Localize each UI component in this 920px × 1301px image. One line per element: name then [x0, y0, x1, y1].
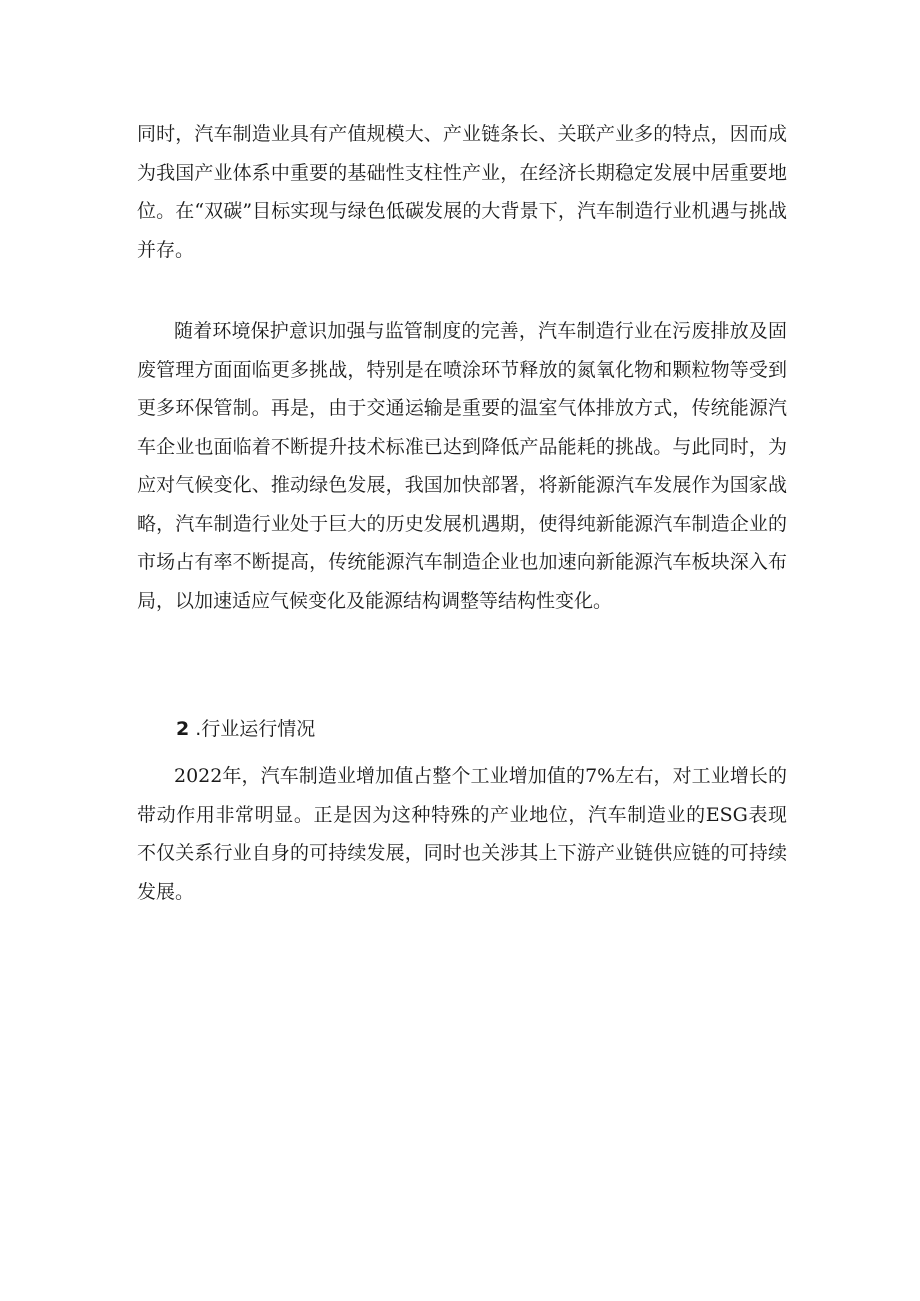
paragraph-industry-operation: 2022年，汽车制造业增加值占整个工业增加值的7%左右，对工业增长的带动作用非常明显。正是因为这种特殊的产业地位，汽车制造业的ESG表现不仅关系行业自身的可持续发展，同时也关涉其上下游产业链供应链的可持续发展。 [137, 765, 787, 903]
section-number: 2 [176, 718, 190, 740]
paragraph-challenges-opportunities: 随着环境保护意识加强与监管制度的完善，汽车制造行业在污废排放及固废管理方面面临更多挑战，特别是在喷涂环节释放的氮氧化物和颗粒物等受到更多环保管制。再是，由于交通运输是重要的温室气体排放方式，传统能源汽车企业也面临着不断提升技术标准已达到降低产品能耗的挑战。与此同时，为应对气候变化、推动绿色发展，我国加快部署，将新能源汽车发展作为国家战略，汽车制造行业处于巨大的历史发展机遇期，使得纯新能源汽车制造企业的市场占有率不断提高，传统能源汽车制造企业也加速向新能源汽车板块深入布局，以加速适应气候变化及能源结构调整等结构性变化。 [137, 320, 787, 612]
section-heading [176, 710, 315, 748]
section-title: .行业运行情况 [195, 718, 316, 740]
paragraph-industry-position: 同时，汽车制造业具有产值规模大、产业链条长、关联产业多的特点，因而成为我国产业体系中重要的基础性支柱性产业，在经济长期稳定发展中居重要地位。在“双碳”目标实现与绿色低碳发展的大背景下，汽车制造行业机遇与挑战并存。 [137, 123, 787, 261]
